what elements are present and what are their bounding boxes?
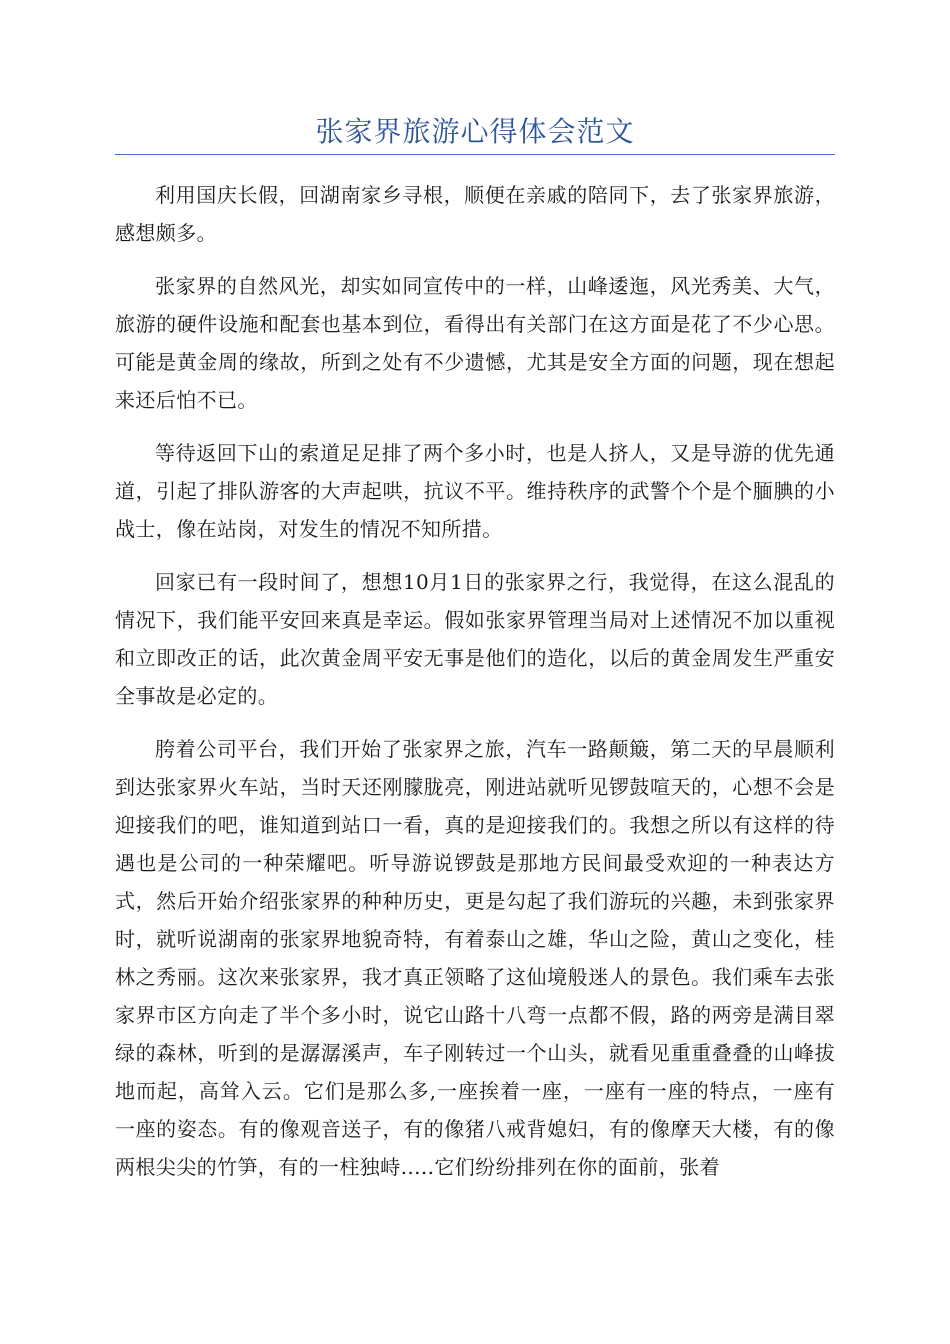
title-underline xyxy=(115,154,835,155)
document-body xyxy=(115,176,835,1201)
document-title: 张家界旅游心得体会范文 xyxy=(315,115,635,148)
paragraph-2: 张家界的自然风光，却实如同宣传中的一样，山峰逶迤，风光秀美、大气，旅游的硬件设施和配套也基本到位，看得出有关部门在这方面是花了不少心思。可能是黄金周的缘故，所到之处有不少遗憾，尤其是安全方面的问题，现在想起来还后怕不已。 xyxy=(115,274,835,412)
paragraph-1: 利用国庆长假，回湖南家乡寻根，顺便在亲戚的陪同下，去了张家界旅游，感想颇多。 xyxy=(115,183,835,245)
paragraph-5: 胯着公司平台，我们开始了张家界之旅，汽车一路颠簸，第二天的早晨顺利到达张家界火车站，当时天还刚朦胧亮，刚进站就听见锣鼓喧天的，心想不会是迎接我们的吧，谁知道到站口一看，真的是迎接我们的。我想之所以有这样的待遇也是公司的一种荣耀吧。听导游说锣鼓是那地方民间最受欢迎的一种表达方式，然后开始介绍张家界的种种历史，更是勾起了我们游玩的兴趣，未到张家界时，就听说湖南的张家界地貌奇特，有着泰山之雄，华山之险，黄山之变化，桂林之秀丽。这次来张家界，我才真正领略了这仙境般迷人的景色。我们乘车去张家界市区方向走了半个多小时，说它山路十八弯一点都不假，路的两旁是满目翠绿的森林，听到的是潺潺溪声，车子刚转过一个山头，就看见重重叠叠的山峰拔地而起，高耸入云。它们是那么多,一座挨着一座，一座有一座的特点，一座有一座的姿态。有的像观音送子，有的像猪八戒背媳妇，有的像摩天大楼，有的像两根尖尖的竹笋，有的一柱独峙.....它们纷纷排列在你的面前，张着 xyxy=(115,737,835,1179)
paragraph-3: 等待返回下山的索道足足排了两个多小时，也是人挤人，又是导游的优先通道，引起了排队游客的大声起哄，抗议不平。维持秩序的武警个个是个腼腆的小战士，像在站岗，对发生的情况不知所措。 xyxy=(115,441,835,541)
paragraph-4: 回家已有一段时间了，想想10月1日的张家界之行，我觉得，在这么混乱的情况下，我们能平安回来真是幸运。假如张家界管理当局对上述情况不加以重视和立即改正的话，此次黄金周平安无事是他们的造化，以后的黄金周发生严重安全事故是必定的。 xyxy=(115,570,835,708)
